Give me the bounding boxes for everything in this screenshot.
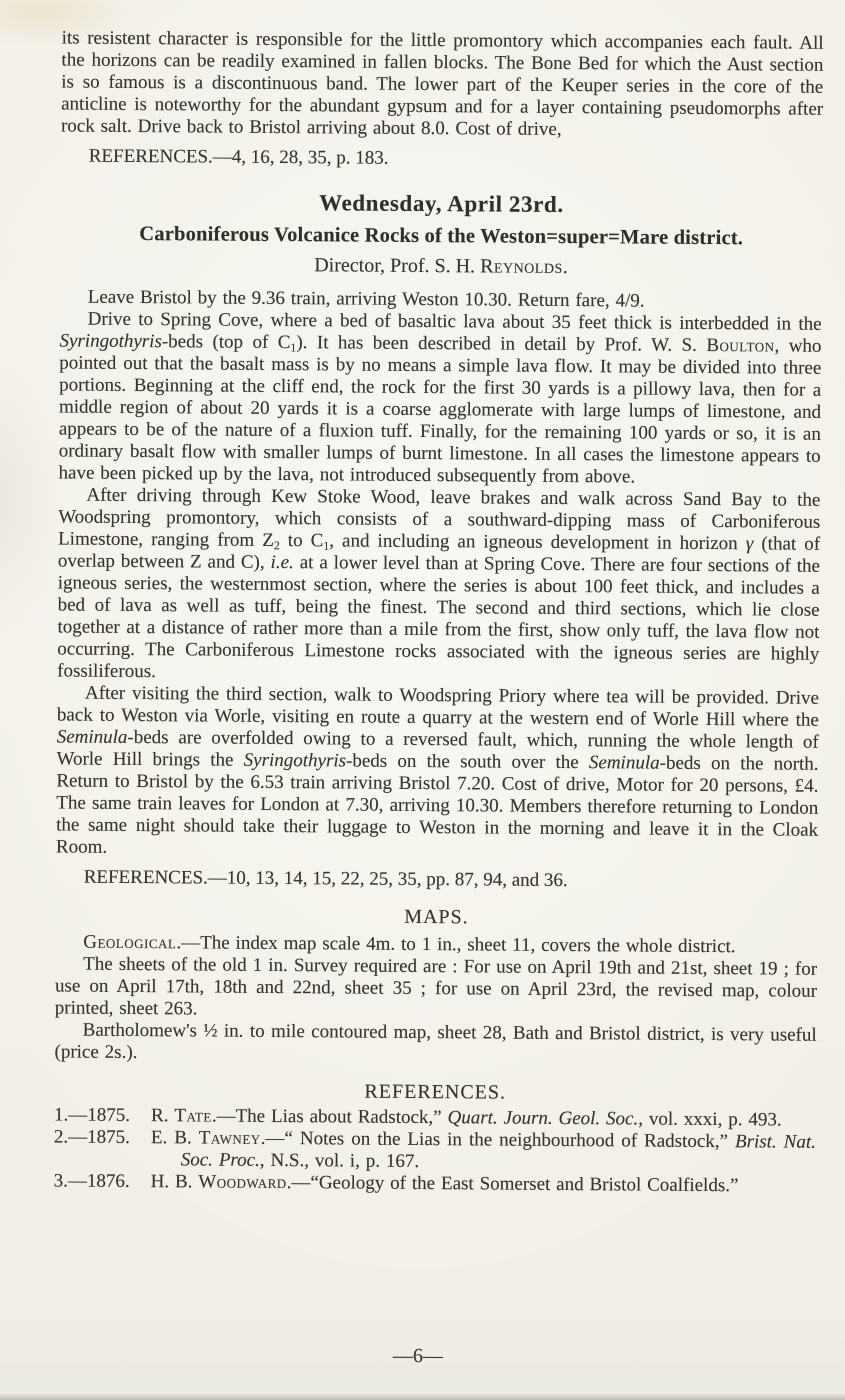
maps-paragraph: Geological.—The index map scale 4m. to 1 in., sheet 11, covers the whole district. — [83, 931, 736, 958]
reference-text: E. B. Tawney.—“ Notes on the Lias in the neighbourhood of Radstock,” Brist. Nat. Soc. Proc., N.S., vol. i, p. 167. — [150, 1127, 816, 1172]
excursion-title: Carboniferous Volcanice Rocks of the Weston=super=Mare district. — [139, 223, 744, 250]
bibliography-item — [54, 1170, 816, 1197]
reference-number: 1.—1875. — [54, 1104, 131, 1126]
excursion-date-heading: Wednesday, April 23rd. — [319, 190, 564, 217]
scan-bottom-edge — [0, 1394, 845, 1400]
maps-heading: MAPS. — [404, 905, 469, 929]
page-content — [54, 0, 824, 1198]
reference-text: R. Tate.—The Lias about Radstock,” Quart. Journ. Geol. Soc., vol. xxxi, p. 493. — [151, 1105, 782, 1131]
bibliography-list — [54, 1104, 817, 1197]
excursion-paragraph: After driving through Kew Stoke Wood, leave brakes and walk across Sand Bay to the Woodspring promontory, which consists of a southward-dipping mass of Carboniferous Limestone, ranging from Z2 to C1, and including an igneous development in horizon γ (that of overlap between Z and C), i.e. at a lower level than at Spring Cove. There are four sections of the igneous series, the westernmost section, where the series is about 100 feet thick, and includes a bed of lava as well as tuff, being the finest. The second and third sections, which lie close together at a distance of rather more than a mile from the first, show only tuff, the lava flow not occurring. The Carboniferous Limestone rocks associated with the igneous series are highly fossiliferous. — [57, 484, 821, 683]
excursion-paragraph: Leave Bristol by the 9.36 train, arriving Weston 10.30. Return fare, 4/9. — [87, 286, 645, 312]
maps-paragraph: Bartholomew's ½ in. to mile contoured map, sheet 28, Bath and Bristol district, is very useful (price 2s.). — [54, 1019, 817, 1064]
reference-text: H. B. Woodward.—“Geology of the East Somerset and Bristol Coalfields.” — [150, 1171, 739, 1197]
excursion-paragraph: Drive to Spring Cove, where a bed of basaltic lava about 35 feet thick is interbedded in the Syringothyris-beds (top of C1). It has been described in detail by Prof. W. S. Boulton, who pointed out that the basalt mass is by no means a simple lava flow. It may be divided into three portions. Beginning at the cliff end, the rock for the first 30 yards is a pillowy lava, then for a middle region of about 20 yards it is a coarse agglomerate with large lumps of limestone, and appears to be of the nature of a fluxion tuff. Finally, for the remaining 100 yards or so, it is an ordinary basalt flow with smaller lumps of burnt limestone. In all cases the limestone appears to have been picked up by the lava, not introduced subsequently from above. — [58, 308, 822, 488]
intro-continuation-paragraph: its resistent character is responsible for the little promontory which accompanies each fault. All the horizons can be readily examined in fallen blocks. The Bone Bed for which the Aust section is so famous is a discontinuous band. The lower part of the Keuper series in the core of the anticline is noteworthy for the abundant gypsum and for a layer containing pseudomorphs after rock salt. Drive back to Bristol arriving about 8.0. Cost of drive, — [60, 27, 824, 140]
excursion-paragraph: After visiting the third section, walk to Woodspring Priory where tea will be provided. Drive back to Weston via Worle, visiting en route a quarry at the western end of Worle Hill where the Seminula-beds are overfolded owing to a reversed fault, which, running the whole length of Worle Hill brings the Syringothyris-beds on the south over the Seminula-beds on the north. Return to Bristol by the 6.53 train arriving Bristol 7.20. Cost of drive, Motor for 20 persons, £4. The same train leaves for London at 7.30, arriving 10.30. Members therefore returning to London the same night should take their luggage to Weston in the morning and leave it in the Cloak Room. — [55, 682, 820, 858]
page-number: —6— — [392, 1344, 443, 1368]
bibliography-item — [54, 1126, 816, 1175]
reference-number: 3.—1876. — [53, 1170, 130, 1192]
excursion-references-line: REFERENCES.—10, 13, 14, 15, 22, 25, 35, pp. 87, 94, and 36. — [83, 866, 568, 892]
maps-paragraph: The sheets of the old 1 in. Survey required are : For use on April 19th and 21st, sheet 19 ; for use on April 17th, 18th and 22nd, sheet 35 ; for use on April 23rd, the revised map, colour printed, sheet 263. — [54, 953, 818, 1020]
bibliography-heading: REFERENCES. — [364, 1080, 507, 1104]
reference-number: 2.—1875. — [53, 1126, 131, 1148]
intro-references-line: REFERENCES.—4, 16, 28, 35, p. 183. — [88, 145, 389, 169]
excursion-director-line: Director, Prof. S. H. Reynolds. — [314, 254, 568, 279]
